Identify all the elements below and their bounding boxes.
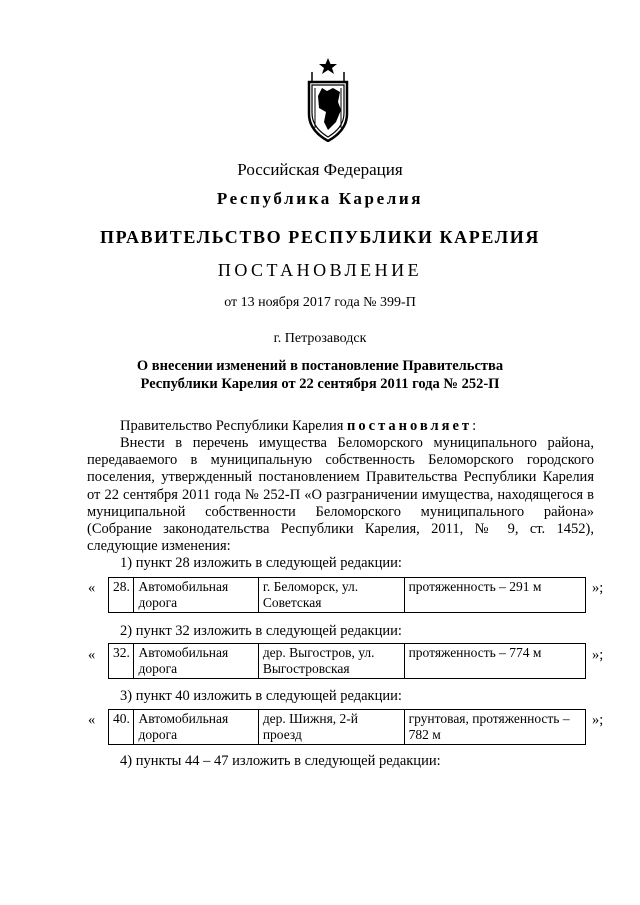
table-row [109, 710, 586, 745]
amendment-table-28 [108, 577, 586, 613]
preamble-verb: постановляет [347, 418, 473, 434]
row-description: протяженность – 291 м [404, 578, 585, 613]
instruction-item-4: 4) пункты 44 – 47 изложить в следующей редакции: [120, 753, 441, 769]
open-quote: « [88, 647, 96, 663]
preamble-tail: : [472, 418, 477, 434]
close-quote: »; [592, 647, 604, 663]
close-quote: »; [592, 712, 604, 728]
open-quote: « [88, 712, 96, 728]
table-row [109, 578, 586, 613]
subject-line-2: Республики Карелия от 22 сентября 2011 года № 252-П [140, 376, 500, 392]
document-date-number: от 13 ноября 2017 года № 399-П [224, 295, 416, 310]
subject-line-1: О внесении изменений в постановление Правительства [136, 358, 504, 374]
row-description: протяженность – 774 м [404, 644, 585, 679]
instruction-item-2: 2) пункт 32 изложить в следующей редакции: [120, 623, 402, 639]
row-location: дер. Шижня, 2-й проезд [258, 710, 404, 745]
row-object-name: Автомобильная дорога [134, 710, 258, 745]
country-name: Российская Федерация [237, 160, 403, 179]
republic-name: Республика Карелия [216, 189, 424, 208]
instruction-item-1: 1) пункт 28 изложить в следующей редакции: [120, 555, 402, 571]
row-number: 28. [109, 578, 134, 613]
amendment-table-32 [108, 643, 586, 679]
row-object-name: Автомобильная дорога [134, 578, 258, 613]
government-title: ПРАВИТЕЛЬСТВО РЕСПУБЛИКИ КАРЕЛИЯ [100, 227, 540, 247]
document-type: ПОСТАНОВЛЕНИЕ [217, 260, 423, 280]
open-quote: « [88, 580, 96, 596]
row-number: 40. [109, 710, 134, 745]
row-number: 32. [109, 644, 134, 679]
amendment-table-40 [108, 709, 586, 745]
main-paragraph: Внести в перечень имущества Беломорского муниципального района, передаваемого в муниципальную собственность Беломорского городского поселения, утвержденный постановлением Правительства Республики Карелия от 22 сентября 2011 года № 252-П «О разграничении имущества, находящегося в муниципальной собственности Беломорского муниципального района» (Собрание законодательства Республики Карелия, 2011, № 9, ст. 1452), следующие изменения: [87, 435, 594, 555]
table-row [109, 644, 586, 679]
preamble [87, 418, 594, 435]
coat-of-arms-icon [303, 58, 353, 142]
preamble-lead: Правительство Республики Карелия [120, 418, 348, 434]
close-quote: »; [592, 580, 604, 596]
document-city: г. Петрозаводск [273, 331, 367, 346]
row-location: дер. Выгостров, ул. Выгостровская [258, 644, 404, 679]
row-description: грунтовая, протяженность – 782 м [404, 710, 585, 745]
instruction-item-3: 3) пункт 40 изложить в следующей редакции: [120, 688, 402, 704]
row-object-name: Автомобильная дорога [134, 644, 258, 679]
row-location: г. Беломорск, ул. Советская [258, 578, 404, 613]
